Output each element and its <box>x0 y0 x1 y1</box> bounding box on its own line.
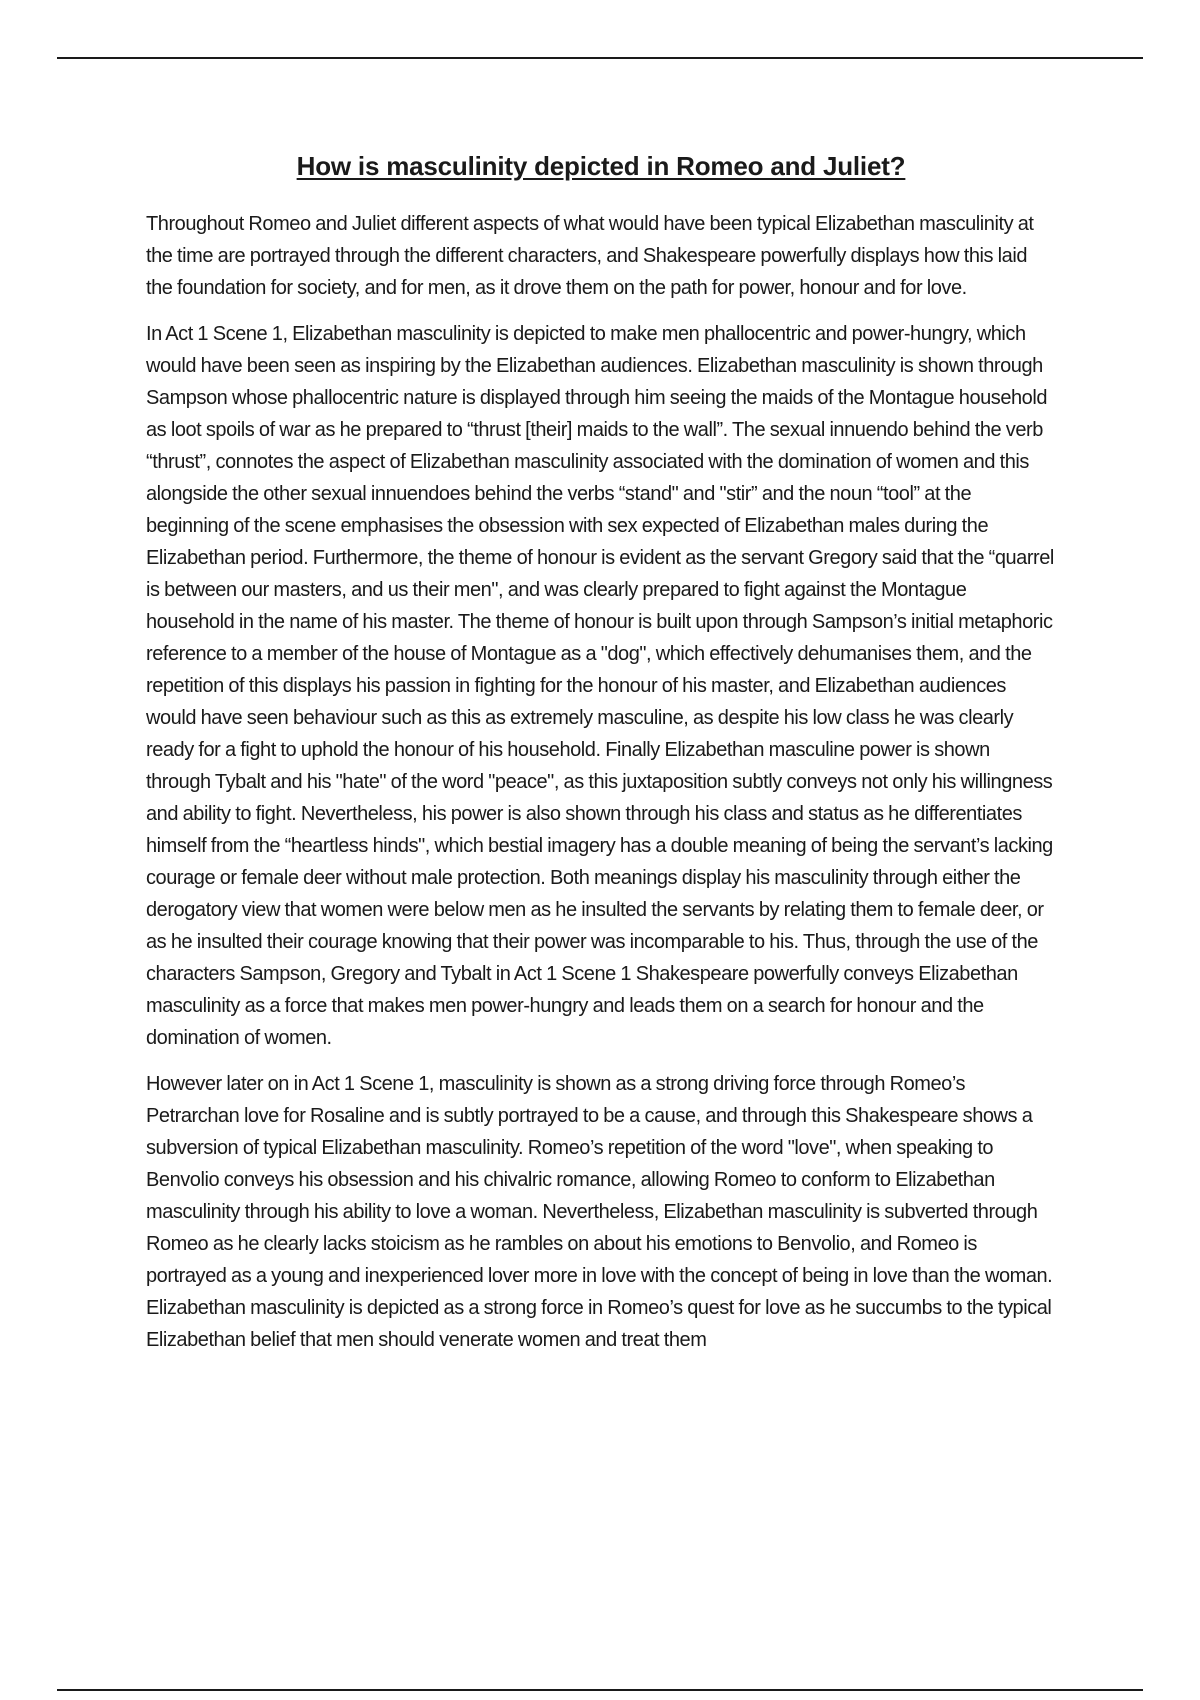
footer-rule <box>57 1689 1143 1691</box>
paragraph-romeo-love: However later on in Act 1 Scene 1, masculinity is shown as a strong driving force through Romeo’s Petrarchan love for Rosaline and is subtly portrayed to be a cause, and through this Shakespeare shows a subversion of typical Elizabethan masculinity. Romeo’s repetition of the word "love", when speaking to Benvolio conveys his obsession and his chivalric romance, allowing Romeo to conform to Elizabethan masculinity through his ability to love a woman. Nevertheless, Elizabethan masculinity is subverted through Romeo as he clearly lacks stoicism as he rambles on about his emotions to Benvolio, and Romeo is portrayed as a young and inexperienced lover more in love with the concept of being in love than the woman. Elizabethan masculinity is depicted as a strong force in Romeo’s quest for love as he succumbs to the typical Elizabethan belief that men should venerate women and treat them <box>146 1073 1053 1351</box>
document-title: How is masculinity depicted in Romeo and Juliet? <box>296 151 906 181</box>
paragraph-intro: Throughout Romeo and Juliet different aspects of what would have been typical Elizabethan masculinity at the time are portrayed through the different characters, and Shakespeare powerfully displays how this laid the foundation for society, and for men, as it drove them on the path for power, honour and for love. <box>146 213 1034 299</box>
paragraph-act1-scene1: In Act 1 Scene 1, Elizabethan masculinity is depicted to make men phallocentric and power-hungry, which would have been seen as inspiring by the Elizabethan audiences. Elizabethan masculinity is shown through Sampson whose phallocentric nature is displayed through him seeing the maids of the Montague household as loot spoils of war as he prepared to “thrust [their] maids to the wall”. The sexual innuendo behind the verb “thrust”, connotes the aspect of Elizabethan masculinity associated with the domination of women and this alongside the other sexual innuendoes behind the verbs “stand" and "stir” and the noun “tool” at the beginning of the scene emphasises the obsession with sex expected of Elizabethan males during the Elizabethan period. Furthermore, the theme of honour is evident as the servant Gregory said that the “quarrel is between our masters, and us their men", and was clearly prepared to fight against the Montague household in the name of his master. The theme of honour is built upon through Sampson’s initial metaphoric reference to a member of the house of Montague as a "dog", which effectively dehumanises them, and the repetition of this displays his passion in fighting for the honour of his master, and Elizabethan audiences would have seen behaviour such as this as extremely masculine, as despite his low class he was clearly ready for a fight to uphold the honour of his household. Finally Elizabethan masculine power is shown through Tybalt and his "hate" of the word "peace", as this juxtaposition subtly conveys not only his willingness and ability to fight. Nevertheless, his power is also shown through his class and status as he differentiates himself from the “heartless hinds", which bestial imagery has a double meaning of being the servant’s lacking courage or female deer without male protection. Both meanings display his masculinity through either the derogatory view that women were below men as he insulted the servants by relating them to female deer, or as he insulted their courage knowing that their power was incomparable to his. Thus, through the use of the characters Sampson, Gregory and Tybalt in Act 1 Scene 1 Shakespeare powerfully conveys Elizabethan masculinity as a force that makes men power-hungry and leads them on a search for honour and the domination of women. <box>146 323 1054 1049</box>
document-page <box>146 145 1056 1370</box>
header-rule <box>57 57 1143 59</box>
